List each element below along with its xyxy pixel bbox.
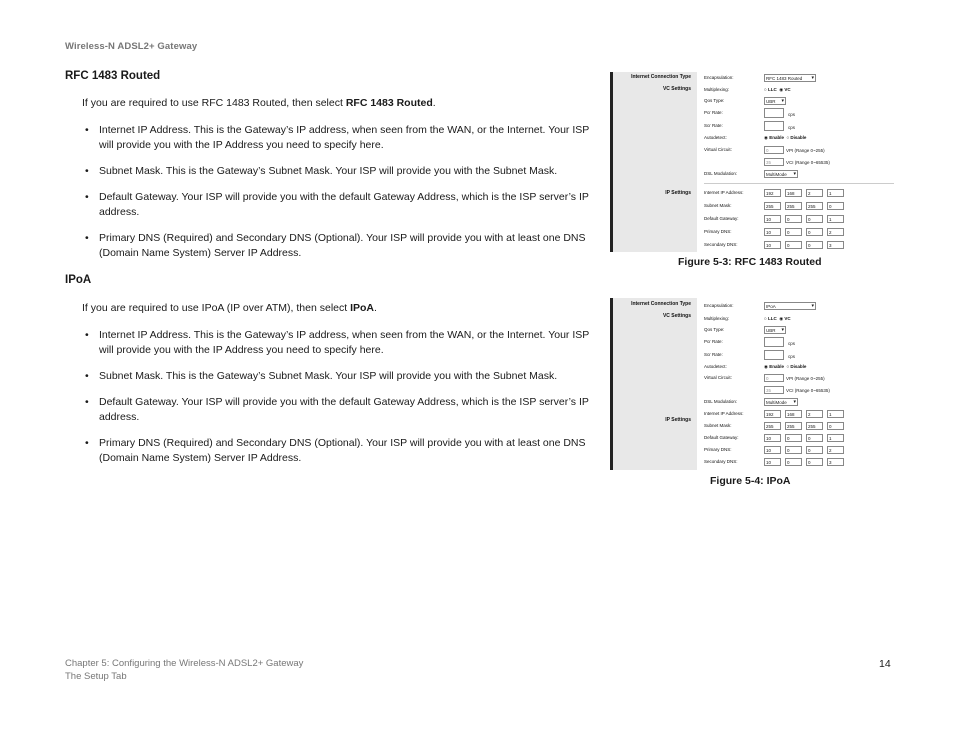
default-gateway-octet-2[interactable]: 0 [785, 215, 802, 223]
default-gateway-octet-1[interactable]: 10 [764, 434, 781, 442]
autodetect-label: Autodetect: [704, 364, 727, 369]
primary-dns-label: Primary DNS: [704, 229, 732, 234]
subnet-mask-octet-2[interactable]: 255 [785, 422, 802, 430]
primary-dns-octet-1[interactable]: 10 [764, 228, 781, 236]
encap-label: Encapsulation: [704, 303, 734, 308]
internet-ip-label: Internet IP Address: [704, 190, 744, 195]
scr-unit: cps [788, 125, 796, 130]
label-ip-settings: IP Settings [665, 417, 691, 423]
pcr-input[interactable] [764, 108, 784, 118]
footer [65, 657, 303, 683]
encapsulation-select[interactable]: RFC 1483 Routed ▾ [764, 74, 816, 82]
dsl-label: DSL Modulation: [704, 399, 738, 404]
qos-select[interactable]: UBR ▾ [764, 97, 786, 105]
multiplexing-label: Multiplexing: [704, 316, 730, 321]
internet-ip-octet-2[interactable]: 168 [785, 410, 802, 418]
dsl-select[interactable]: MultiMode ▾ [764, 170, 798, 178]
multiplexing-radios[interactable]: ○ LLC ◉ VC [764, 87, 791, 92]
caption-fig-5-4: Figure 5-4: IPoA [710, 475, 791, 487]
figure-rfc-screenshot [610, 72, 894, 252]
pcr-unit: cps [788, 112, 796, 117]
label-vc-settings: VC Settings [662, 313, 691, 319]
secondary-dns-octet-1[interactable]: 10 [764, 458, 781, 466]
autodetect-radios[interactable]: ◉ Enable ○ Disable [764, 364, 807, 369]
autodetect-label: Autodetect: [704, 135, 727, 140]
subnet-mask-octet-3[interactable]: 255 [806, 422, 823, 430]
rfc-intro: If you are required to use RFC 1483 Routed, then select RFC 1483 Routed. [82, 97, 436, 109]
vci-input[interactable]: 35 [764, 158, 784, 166]
vpi-range-label: VPI (Range 0~255) [786, 376, 825, 381]
primary-dns-octet-1[interactable]: 10 [764, 446, 781, 454]
subnet-mask-octet-3[interactable]: 255 [806, 202, 823, 210]
encapsulation-select[interactable]: IPoA ▾ [764, 302, 816, 310]
ipoa-intro: If you are required to use IPoA (IP over ATM), then select IPoA. [82, 302, 377, 314]
internet-ip-octet-1[interactable]: 192 [764, 410, 781, 418]
default-gateway-octet-3[interactable]: 0 [806, 434, 823, 442]
default-gateway-label: Default Gateway: [704, 435, 739, 440]
caption-fig-5-3: Figure 5-3: RFC 1483 Routed [678, 256, 822, 268]
secondary-dns-octet-4[interactable]: 3 [827, 241, 844, 249]
subnet-mask-label: Subnet Mask: [704, 203, 732, 208]
pcr-input[interactable] [764, 337, 784, 347]
label-connection-type: Internet Connection Type [631, 74, 691, 80]
primary-dns-octet-4[interactable]: 2 [827, 446, 844, 454]
divider [704, 183, 894, 184]
multiplexing-label: Multiplexing: [704, 87, 730, 92]
vpi-input[interactable]: 0 [764, 374, 784, 382]
figure-label-column [610, 72, 697, 252]
page-number: 14 [879, 658, 891, 670]
secondary-dns-label: Secondary DNS: [704, 242, 738, 247]
internet-ip-label: Internet IP Address: [704, 411, 744, 416]
secondary-dns-label: Secondary DNS: [704, 459, 738, 464]
internet-ip-octet-4[interactable]: 1 [827, 189, 844, 197]
multiplexing-radios[interactable]: ○ LLC ◉ VC [764, 316, 791, 321]
secondary-dns-octet-2[interactable]: 0 [785, 458, 802, 466]
label-vc-settings: VC Settings [662, 86, 691, 92]
vci-input[interactable]: 35 [764, 386, 784, 394]
subnet-mask-octet-1[interactable]: 255 [764, 422, 781, 430]
qos-label: Qos Type: [704, 327, 725, 332]
internet-ip-octet-4[interactable]: 1 [827, 410, 844, 418]
default-gateway-octet-4[interactable]: 1 [827, 434, 844, 442]
dsl-label: DSL Modulation: [704, 171, 738, 176]
label-ip-settings: IP Settings [665, 190, 691, 196]
secondary-dns-octet-3[interactable]: 0 [806, 241, 823, 249]
subnet-mask-octet-2[interactable]: 255 [785, 202, 802, 210]
vc-label: Virtual Circuit: [704, 147, 732, 152]
vc-label: Virtual Circuit: [704, 375, 732, 380]
qos-select[interactable]: UBR ▾ [764, 326, 786, 334]
section-title-ipoa: IPoA [65, 274, 92, 286]
secondary-dns-octet-1[interactable]: 10 [764, 241, 781, 249]
default-gateway-octet-2[interactable]: 0 [785, 434, 802, 442]
subnet-mask-octet-1[interactable]: 255 [764, 202, 781, 210]
scr-input[interactable] [764, 121, 784, 131]
scr-label: Scr Rate: [704, 123, 723, 128]
internet-ip-octet-3[interactable]: 2 [806, 189, 823, 197]
autodetect-radios[interactable]: ◉ Enable ○ Disable [764, 135, 807, 140]
vci-range-label: VCI (Range 0~65535) [786, 160, 830, 165]
scr-label: Scr Rate: [704, 352, 723, 357]
secondary-dns-octet-3[interactable]: 0 [806, 458, 823, 466]
encap-label: Encapsulation: [704, 75, 734, 80]
scr-input[interactable] [764, 350, 784, 360]
figure-ipoa-screenshot [610, 298, 894, 470]
default-gateway-octet-1[interactable]: 10 [764, 215, 781, 223]
pcr-label: Pcr Rate: [704, 339, 723, 344]
footer-section: The Setup Tab [65, 671, 127, 682]
subnet-mask-octet-4[interactable]: 0 [827, 202, 844, 210]
label-connection-type: Internet Connection Type [631, 301, 691, 307]
vpi-input[interactable]: 0 [764, 146, 784, 154]
primary-dns-octet-3[interactable]: 0 [806, 446, 823, 454]
internet-ip-octet-1[interactable]: 192 [764, 189, 781, 197]
vci-range-label: VCI (Range 0~65535) [786, 388, 830, 393]
primary-dns-octet-3[interactable]: 0 [806, 228, 823, 236]
secondary-dns-octet-2[interactable]: 0 [785, 241, 802, 249]
subnet-mask-octet-4[interactable]: 0 [827, 422, 844, 430]
qos-label: Qos Type: [704, 98, 725, 103]
primary-dns-octet-2[interactable]: 0 [785, 228, 802, 236]
primary-dns-label: Primary DNS: [704, 447, 732, 452]
vpi-range-label: VPI (Range 0~255) [786, 148, 825, 153]
running-header: Wireless-N ADSL2+ Gateway [65, 41, 198, 52]
subnet-mask-label: Subnet Mask: [704, 423, 732, 428]
footer-chapter: Chapter 5: Configuring the Wireless-N ADSL2+ Gateway [65, 658, 304, 669]
pcr-label: Pcr Rate: [704, 110, 723, 115]
primary-dns-octet-4[interactable]: 2 [827, 228, 844, 236]
pcr-unit: cps [788, 341, 796, 346]
dsl-select[interactable]: MultiMode ▾ [764, 398, 798, 406]
internet-ip-octet-3[interactable]: 2 [806, 410, 823, 418]
secondary-dns-octet-4[interactable]: 3 [827, 458, 844, 466]
internet-ip-octet-2[interactable]: 168 [785, 189, 802, 197]
default-gateway-octet-3[interactable]: 0 [806, 215, 823, 223]
section-title-rfc: RFC 1483 Routed [65, 70, 161, 82]
default-gateway-octet-4[interactable]: 1 [827, 215, 844, 223]
figure-label-column [610, 298, 697, 470]
scr-unit: cps [788, 354, 796, 359]
primary-dns-octet-2[interactable]: 0 [785, 446, 802, 454]
default-gateway-label: Default Gateway: [704, 216, 739, 221]
